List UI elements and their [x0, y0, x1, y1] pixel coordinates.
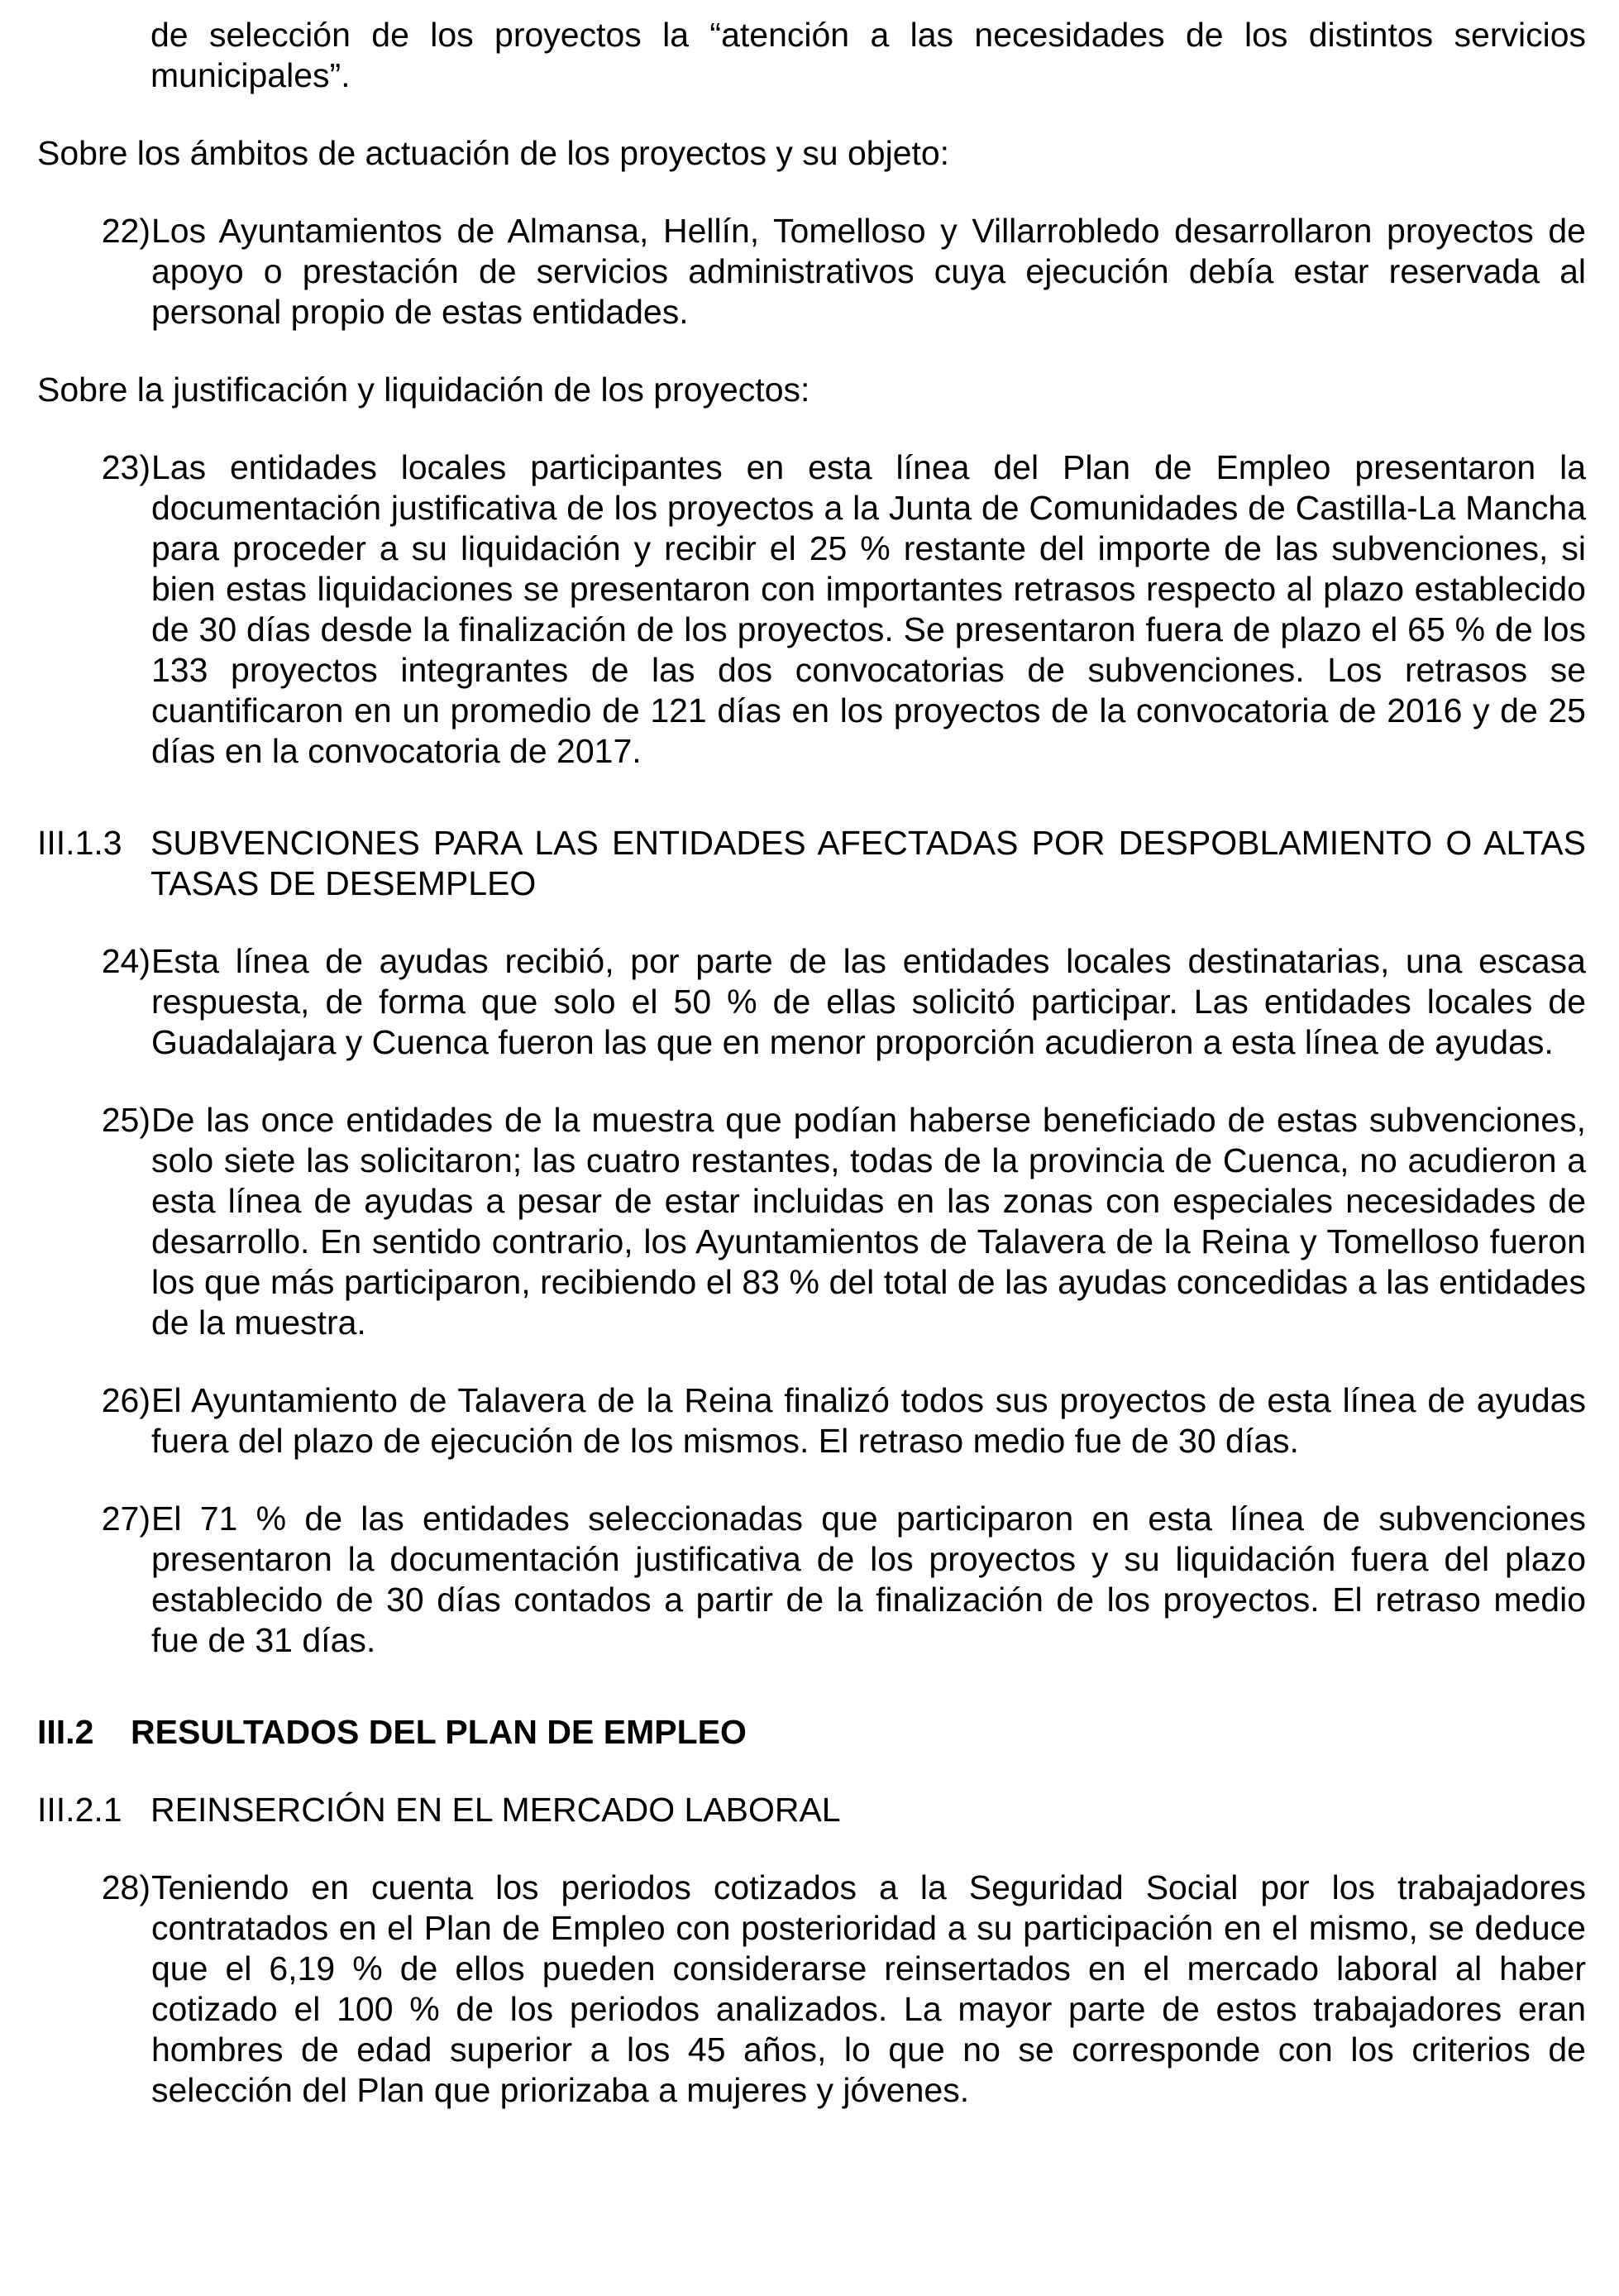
item-number: 28) — [101, 1868, 150, 1906]
item-number: 24) — [101, 942, 150, 980]
item-text: El 71 % de las entidades seleccionadas que participaron en esta línea de subvenciones presentaron la documentación justificativa de los proyectos y su liquidación fuera del plazo establecido de 30 días contados a partir de la finalización de los proyectos. El retraso medio fue de 31 días. — [151, 1500, 1586, 1659]
list-item-27 — [37, 1499, 1586, 1661]
section-title: REINSERCIÓN EN EL MERCADO LABORAL — [150, 1791, 841, 1829]
section-number: III.1.3 — [37, 824, 122, 862]
item-text: El Ayuntamiento de Talavera de la Reina finalizó todos sus proyectos de esta línea de ayudas fuera del plazo de ejecución de los mismos. El retraso medio fue de 30 días. — [151, 1381, 1586, 1460]
section-heading-iii-2-1 — [37, 1790, 1586, 1830]
subheading-ambitos: Sobre los ámbitos de actuación de los proyectos y su objeto: — [37, 134, 950, 172]
section-title: SUBVENCIONES PARA LAS ENTIDADES AFECTADAS POR DESPOBLAMIENTO O ALTAS TASAS DE DESEMPLEO — [150, 824, 1586, 902]
item-text: Esta línea de ayudas recibió, por parte de las entidades locales destinatarias, una escasa respuesta, de forma que solo el 50 % de ellas solicitó participar. Las entidades locales de Guadalajara y Cuenca fueron las que en menor proporción acudieron a esta línea de ayudas. — [151, 942, 1586, 1061]
item-number: 27) — [101, 1500, 150, 1538]
item-number: 26) — [101, 1381, 150, 1419]
list-item-24 — [37, 941, 1586, 1063]
item-number: 23) — [101, 448, 150, 486]
document-page — [37, 15, 1586, 2111]
list-item-22 — [37, 211, 1586, 332]
section-title: RESULTADOS DEL PLAN DE EMPLEO — [131, 1713, 747, 1751]
list-item-25 — [37, 1100, 1586, 1343]
item-text: Los Ayuntamientos de Almansa, Hellín, Tomelloso y Villarrobledo desarrollaron proyectos de apoyo o prestación de servicios administrativos cuya ejecución debía estar reservada al personal propio de estas entidades. — [151, 212, 1586, 331]
subheading-justificacion: Sobre la justificación y liquidación de los proyectos: — [37, 371, 810, 409]
item-text: Las entidades locales participantes en esta línea del Plan de Empleo presentaron la documentación justificativa de los proyectos a la Junta de Comunidades de Castilla-La Mancha para proceder a su liquidación y recibir el 25 % restante del importe de las subvenciones, si bien estas liquidaciones se presentaron con importantes retrasos respecto al plazo establecido de 30 días desde la finalización de los proyectos. Se presentaron fuera de plazo el 65 % de los 133 proyectos integrantes de las dos convocatorias de subvenciones. Los retrasos se cuantificaron en un promedio de 121 días en los proyectos de la convocatoria de 2016 y de 25 días en la convocatoria de 2017. — [151, 448, 1586, 770]
list-item-28 — [37, 1868, 1586, 2111]
item-text: De las once entidades de la muestra que podían haberse beneficiado de estas subvenciones, solo siete las solicitaron; las cuatro restantes, todas de la provincia de Cuenca, no acudieron a esta línea de ayudas a pesar de estar incluidas en las zonas con especiales necesidades de desarrollo. En sentido contrario, los Ayuntamientos de Talavera de la Reina y Tomelloso fueron los que más participaron, recibiendo el 83 % del total de las ayudas concedidas a las entidades de la muestra. — [151, 1101, 1586, 1342]
section-number: III.2.1 — [37, 1791, 122, 1829]
section-heading-iii-2 — [37, 1712, 1586, 1753]
item-text: Teniendo en cuenta los periodos cotizados a la Seguridad Social por los trabajadores contratados en el Plan de Empleo con posterioridad a su participación en el mismo, se deduce que el 6,19 % de ellos pueden considerarse reinsertados en el mercado laboral al haber cotizado el 100 % de los periodos analizados. La mayor parte de estos trabajadores eran hombres de edad superior a los 45 años, lo que no se corresponde con los criterios de selección del Plan que priorizaba a mujeres y jóvenes. — [151, 1868, 1586, 2109]
continuation-paragraph: de selección de los proyectos la “atención a las necesidades de los distintos servicios municipales”. — [150, 16, 1586, 94]
list-item-23 — [37, 447, 1586, 772]
item-number: 25) — [101, 1101, 150, 1139]
list-item-26 — [37, 1380, 1586, 1461]
item-number: 22) — [101, 212, 150, 250]
section-heading-iii-1-3 — [37, 823, 1586, 904]
section-number: III.2 — [37, 1713, 94, 1751]
